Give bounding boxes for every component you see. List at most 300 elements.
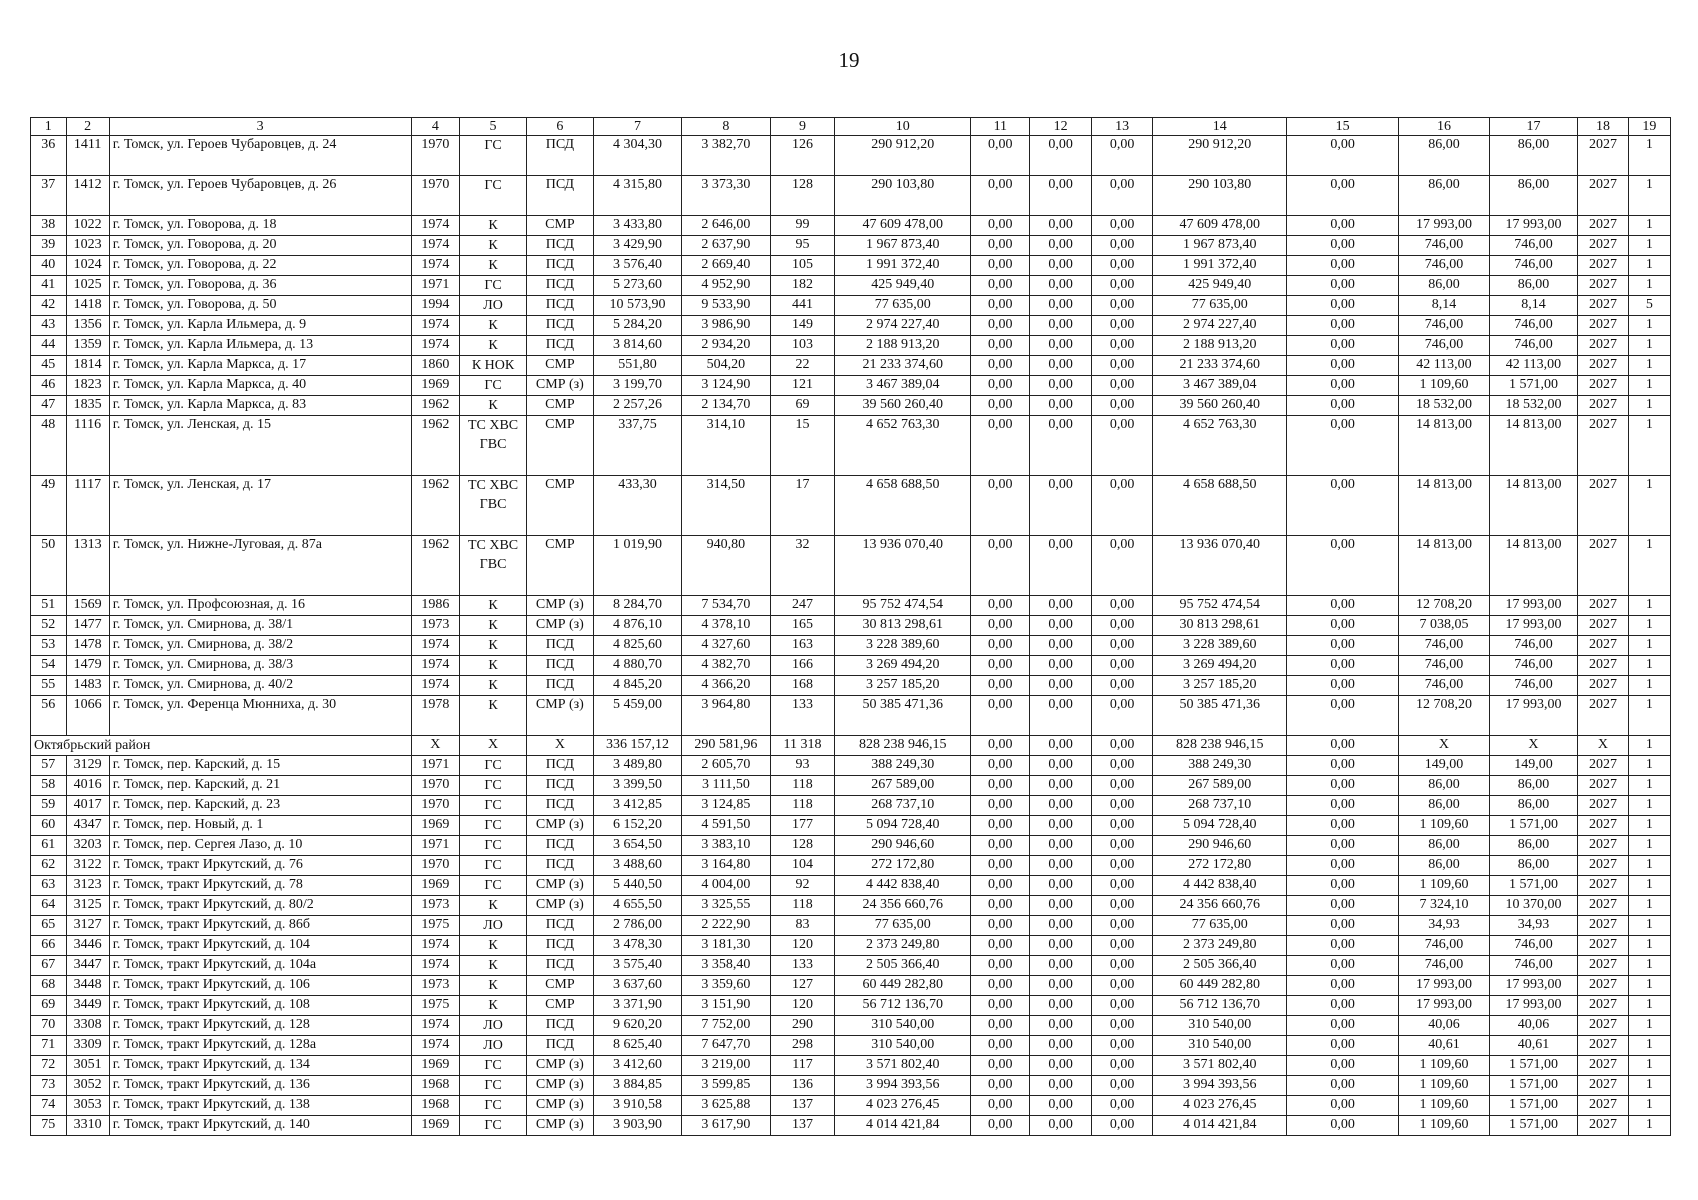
table-cell: 2027 [1578, 836, 1629, 856]
address-cell: г. Томск, тракт Иркутский, д. 136 [109, 1076, 411, 1096]
table-cell: 63 [31, 876, 67, 896]
table-cell: 0,00 [1030, 1076, 1091, 1096]
table-cell: 290 103,80 [835, 176, 971, 216]
table-cell: 77 635,00 [835, 916, 971, 936]
table-cell: 0,00 [971, 376, 1030, 396]
table-cell: 137 [770, 1116, 835, 1136]
table-cell: 0,00 [1030, 1056, 1091, 1076]
column-header: 1 [31, 118, 67, 136]
table-cell: 66 [31, 936, 67, 956]
table-cell: 746,00 [1489, 936, 1577, 956]
table-cell: 36 [31, 136, 67, 176]
table-cell: 3 382,70 [682, 136, 770, 176]
table-cell: 1 [1628, 336, 1670, 356]
table-cell: 1974 [411, 956, 460, 976]
table-cell: 0,00 [971, 876, 1030, 896]
column-header: 13 [1091, 118, 1152, 136]
table-cell: 3123 [66, 876, 109, 896]
table-cell: 1479 [66, 656, 109, 676]
table-cell: 746,00 [1399, 656, 1490, 676]
table-cell: 17 993,00 [1489, 976, 1577, 996]
table-cell: 60 449 282,80 [1153, 976, 1287, 996]
table-cell: 3 994 393,56 [835, 1076, 971, 1096]
table-cell: 2027 [1578, 756, 1629, 776]
table-cell: 5 284,20 [593, 316, 681, 336]
table-row [31, 396, 1671, 416]
table-cell: 99 [770, 216, 835, 236]
table-cell: 17 993,00 [1489, 596, 1577, 616]
table-cell: 4 327,60 [682, 636, 770, 656]
material-cell: ГС [460, 176, 527, 216]
table-cell: 0,00 [1287, 916, 1399, 936]
table-cell: 1974 [411, 256, 460, 276]
table-cell: 3 654,50 [593, 836, 681, 856]
table-cell: 2027 [1578, 476, 1629, 536]
table-cell: 0,00 [1030, 216, 1091, 236]
table-cell: 0,00 [1287, 1056, 1399, 1076]
address-cell: г. Томск, тракт Иркутский, д. 128а [109, 1036, 411, 1056]
table-cell: ПСД [526, 296, 593, 316]
table-cell: 1969 [411, 1116, 460, 1136]
table-cell: 0,00 [971, 1036, 1030, 1056]
table-cell: 0,00 [1287, 1016, 1399, 1036]
table-cell: 2 605,70 [682, 756, 770, 776]
table-row [31, 296, 1671, 316]
table-cell: 746,00 [1489, 336, 1577, 356]
table-cell: 5 459,00 [593, 696, 681, 736]
table-cell: 0,00 [971, 1016, 1030, 1036]
table-cell: 268 737,10 [1153, 796, 1287, 816]
table-cell: 4 658 688,50 [1153, 476, 1287, 536]
table-row [31, 276, 1671, 296]
table-row [31, 216, 1671, 236]
table-cell: 0,00 [1030, 816, 1091, 836]
table-cell: 8,14 [1489, 296, 1577, 316]
table-cell: 1359 [66, 336, 109, 356]
table-body [31, 118, 1671, 1136]
table-cell: 3 571 802,40 [835, 1056, 971, 1076]
table-cell: 1 [1628, 396, 1670, 416]
address-cell: г. Томск, тракт Иркутский, д. 140 [109, 1116, 411, 1136]
table-cell: 51 [31, 596, 67, 616]
table-cell: 40,06 [1489, 1016, 1577, 1036]
table-cell: 1969 [411, 376, 460, 396]
table-cell: 0,00 [971, 976, 1030, 996]
table-cell: 2027 [1578, 676, 1629, 696]
table-cell: 1 [1628, 356, 1670, 376]
address-cell: г. Томск, тракт Иркутский, д. 78 [109, 876, 411, 896]
table-cell: X [460, 736, 527, 756]
table-cell: 0,00 [971, 656, 1030, 676]
table-cell: 105 [770, 256, 835, 276]
table-cell: 746,00 [1399, 636, 1490, 656]
table-cell: 0,00 [971, 816, 1030, 836]
table-cell: 0,00 [971, 256, 1030, 276]
table-cell: 0,00 [1287, 356, 1399, 376]
address-cell: г. Томск, ул. Карла Маркса, д. 83 [109, 396, 411, 416]
table-cell: 0,00 [1030, 916, 1091, 936]
table-row [31, 1096, 1671, 1116]
table-cell: СМР (з) [526, 1116, 593, 1136]
table-cell: 2027 [1578, 1116, 1629, 1136]
table-cell: 0,00 [1287, 816, 1399, 836]
table-cell: 2 637,90 [682, 236, 770, 256]
table-cell: 5 440,50 [593, 876, 681, 896]
table-cell: 0,00 [971, 176, 1030, 216]
table-row [31, 816, 1671, 836]
table-cell: 71 [31, 1036, 67, 1056]
table-cell: 3446 [66, 936, 109, 956]
address-cell: г. Томск, тракт Иркутский, д. 86б [109, 916, 411, 936]
table-cell: X [1399, 736, 1490, 756]
table-cell: 0,00 [1030, 876, 1091, 896]
table-cell: 128 [770, 176, 835, 216]
table-cell: 0,00 [1287, 856, 1399, 876]
table-cell: 4 658 688,50 [835, 476, 971, 536]
table-cell: 56 [31, 696, 67, 736]
table-cell: 0,00 [1287, 1076, 1399, 1096]
table-cell: 267 589,00 [835, 776, 971, 796]
table-cell: 0,00 [971, 296, 1030, 316]
table-cell: 10 370,00 [1489, 896, 1577, 916]
table-cell: 0,00 [1287, 596, 1399, 616]
table-row [31, 956, 1671, 976]
table-cell: 0,00 [1030, 1016, 1091, 1036]
address-cell: г. Томск, ул. Ленская, д. 15 [109, 416, 411, 476]
material-cell: ТС ХВС ГВС [460, 416, 527, 476]
material-cell: ЛО [460, 1016, 527, 1036]
table-cell: 0,00 [1287, 696, 1399, 736]
table-cell: 1 [1628, 936, 1670, 956]
table-cell: 0,00 [971, 836, 1030, 856]
table-cell: 272 172,80 [835, 856, 971, 876]
table-cell: 4 825,60 [593, 636, 681, 656]
table-cell: 2027 [1578, 396, 1629, 416]
table-cell: 1969 [411, 876, 460, 896]
table-cell: 3125 [66, 896, 109, 916]
table-cell: 0,00 [1030, 596, 1091, 616]
table-cell: 4 023 276,45 [835, 1096, 971, 1116]
table-cell: 3 575,40 [593, 956, 681, 976]
table-cell: 1 109,60 [1399, 1096, 1490, 1116]
table-cell: ПСД [526, 856, 593, 876]
table-cell: 0,00 [1091, 336, 1152, 356]
table-cell: 940,80 [682, 536, 770, 596]
table-cell: 310 540,00 [835, 1036, 971, 1056]
table-cell: 4016 [66, 776, 109, 796]
table-cell: 3 164,80 [682, 856, 770, 876]
table-cell: 3 433,80 [593, 216, 681, 236]
table-cell: 118 [770, 776, 835, 796]
table-cell: 1973 [411, 616, 460, 636]
table-cell: 0,00 [1287, 396, 1399, 416]
table-cell: 7 324,10 [1399, 896, 1490, 916]
table-cell: 0,00 [1287, 936, 1399, 956]
table-cell: 1 [1628, 536, 1670, 596]
table-cell: 1968 [411, 1076, 460, 1096]
address-cell: г. Томск, пер. Новый, д. 1 [109, 816, 411, 836]
table-cell: 3 151,90 [682, 996, 770, 1016]
table-cell: 86,00 [1489, 176, 1577, 216]
table-cell: 126 [770, 136, 835, 176]
table-cell: 2 974 227,40 [1153, 316, 1287, 336]
material-cell: ЛО [460, 296, 527, 316]
address-cell: г. Томск, ул. Смирнова, д. 38/2 [109, 636, 411, 656]
table-cell: 1411 [66, 136, 109, 176]
table-cell: 3 994 393,56 [1153, 1076, 1287, 1096]
table-cell: 2027 [1578, 1096, 1629, 1116]
table-cell: 68 [31, 976, 67, 996]
table-cell: 0,00 [971, 956, 1030, 976]
table-cell: ПСД [526, 796, 593, 816]
table-cell: 54 [31, 656, 67, 676]
table-cell: 21 233 374,60 [1153, 356, 1287, 376]
table-cell: 2027 [1578, 976, 1629, 996]
table-cell: 388 249,30 [1153, 756, 1287, 776]
table-cell: 0,00 [1287, 636, 1399, 656]
table-cell: 0,00 [1091, 676, 1152, 696]
table-cell: 0,00 [1030, 936, 1091, 956]
table-cell: 746,00 [1489, 656, 1577, 676]
table-cell: 3310 [66, 1116, 109, 1136]
table-cell: 0,00 [1287, 996, 1399, 1016]
table-cell: 40 [31, 256, 67, 276]
address-cell: г. Томск, пер. Сергея Лазо, д. 10 [109, 836, 411, 856]
table-cell: 1483 [66, 676, 109, 696]
table-cell: 1 109,60 [1399, 1116, 1490, 1136]
table-cell: 2027 [1578, 696, 1629, 736]
table-cell: 3 412,85 [593, 796, 681, 816]
table-cell: 4 315,80 [593, 176, 681, 216]
address-cell: г. Томск, тракт Иркутский, д. 138 [109, 1096, 411, 1116]
table-cell: 746,00 [1489, 236, 1577, 256]
table-cell: 149,00 [1489, 756, 1577, 776]
table-cell: 1 109,60 [1399, 1056, 1490, 1076]
table-cell: 828 238 946,15 [1153, 736, 1287, 756]
table-cell: 0,00 [971, 896, 1030, 916]
table-cell: 0,00 [971, 756, 1030, 776]
table-cell: 1356 [66, 316, 109, 336]
table-cell: 0,00 [1030, 636, 1091, 656]
table-cell: 2 373 249,80 [835, 936, 971, 956]
table-cell: 4 014 421,84 [1153, 1116, 1287, 1136]
table-cell: СМР (з) [526, 896, 593, 916]
table-cell: 0,00 [1287, 216, 1399, 236]
table-cell: 118 [770, 796, 835, 816]
table-cell: 3447 [66, 956, 109, 976]
table-cell: 441 [770, 296, 835, 316]
table-cell: 14 813,00 [1489, 536, 1577, 596]
table-cell: 168 [770, 676, 835, 696]
table-cell: 18 532,00 [1489, 396, 1577, 416]
material-cell: ГС [460, 136, 527, 176]
table-cell: 2027 [1578, 936, 1629, 956]
table-cell: 75 [31, 1116, 67, 1136]
table-cell: 0,00 [1091, 356, 1152, 376]
table-cell: 1 [1628, 1036, 1670, 1056]
table-cell: 3 625,88 [682, 1096, 770, 1116]
table-cell: 1 571,00 [1489, 1116, 1577, 1136]
table-cell: 40,61 [1489, 1036, 1577, 1056]
material-cell: К [460, 956, 527, 976]
table-cell: 17 993,00 [1489, 696, 1577, 736]
address-cell: г. Томск, пер. Карский, д. 15 [109, 756, 411, 776]
table-row [31, 416, 1671, 476]
table-cell: 46 [31, 376, 67, 396]
table-cell: 8 625,40 [593, 1036, 681, 1056]
table-cell: 6 152,20 [593, 816, 681, 836]
material-cell: ГС [460, 1116, 527, 1136]
table-cell: СМР (з) [526, 596, 593, 616]
table-cell: 2 646,00 [682, 216, 770, 236]
table-cell: 1 [1628, 176, 1670, 216]
table-cell: 1 571,00 [1489, 1096, 1577, 1116]
table-cell: 2027 [1578, 256, 1629, 276]
table-cell: 0,00 [1030, 836, 1091, 856]
column-header: 8 [682, 118, 770, 136]
table-cell: ПСД [526, 776, 593, 796]
table-cell: 24 356 660,76 [1153, 896, 1287, 916]
table-cell: 47 [31, 396, 67, 416]
table-cell: 0,00 [1091, 596, 1152, 616]
table-cell: 0,00 [1030, 376, 1091, 396]
table-cell: 4 876,10 [593, 616, 681, 636]
table-cell: 3 467 389,04 [835, 376, 971, 396]
table-cell: 69 [770, 396, 835, 416]
table-cell: 0,00 [1030, 476, 1091, 536]
table-cell: 0,00 [971, 1116, 1030, 1136]
table-cell: 1 967 873,40 [835, 236, 971, 256]
table-cell: 0,00 [971, 916, 1030, 936]
material-cell: ГС [460, 776, 527, 796]
address-cell: г. Томск, ул. Ленская, д. 17 [109, 476, 411, 536]
table-cell: 0,00 [971, 796, 1030, 816]
table-cell: 0,00 [1030, 656, 1091, 676]
table-cell: ПСД [526, 1036, 593, 1056]
table-cell: 0,00 [1091, 1036, 1152, 1056]
table-cell: 39 [31, 236, 67, 256]
table-cell: 1 [1628, 1016, 1670, 1036]
table-row [31, 896, 1671, 916]
table-cell: 1974 [411, 656, 460, 676]
table-cell: 3 964,80 [682, 696, 770, 736]
table-cell: 0,00 [1091, 876, 1152, 896]
table-cell: 50 385 471,36 [835, 696, 971, 736]
table-cell: 0,00 [971, 636, 1030, 656]
table-cell: 0,00 [1091, 776, 1152, 796]
table-cell: 2 188 913,20 [1153, 336, 1287, 356]
table-row [31, 1016, 1671, 1036]
table-row [31, 676, 1671, 696]
table-cell: 13 936 070,40 [835, 536, 971, 596]
table-cell: 47 609 478,00 [835, 216, 971, 236]
table-cell: 0,00 [1091, 216, 1152, 236]
table-cell: 1 [1628, 416, 1670, 476]
table-cell: 149 [770, 316, 835, 336]
table-cell: ПСД [526, 956, 593, 976]
table-cell: 298 [770, 1036, 835, 1056]
table-cell: 0,00 [1091, 1076, 1152, 1096]
material-cell: ГС [460, 1096, 527, 1116]
material-cell: ЛО [460, 1036, 527, 1056]
table-row [31, 596, 1671, 616]
table-cell: 3 903,90 [593, 1116, 681, 1136]
table-cell: 73 [31, 1076, 67, 1096]
table-cell: 4 655,50 [593, 896, 681, 916]
material-cell: К [460, 336, 527, 356]
table-cell: ПСД [526, 136, 593, 176]
table-cell: 1 [1628, 636, 1670, 656]
table-cell: 2027 [1578, 276, 1629, 296]
material-cell: К [460, 596, 527, 616]
table-cell: 3 124,90 [682, 376, 770, 396]
column-header: 17 [1489, 118, 1577, 136]
table-cell: 3 325,55 [682, 896, 770, 916]
table-cell: 8,14 [1399, 296, 1490, 316]
table-cell: 1 [1628, 1076, 1670, 1096]
table-cell: 1569 [66, 596, 109, 616]
table-cell: 310 540,00 [1153, 1016, 1287, 1036]
table-cell: 1986 [411, 596, 460, 616]
table-cell: 290 [770, 1016, 835, 1036]
table-row [31, 756, 1671, 776]
table-cell: 42 113,00 [1489, 356, 1577, 376]
table-cell: 0,00 [1091, 376, 1152, 396]
table-cell: 1970 [411, 176, 460, 216]
table-cell: 41 [31, 276, 67, 296]
table-cell: 1 019,90 [593, 536, 681, 596]
table-cell: 2027 [1578, 656, 1629, 676]
table-cell: 0,00 [1287, 416, 1399, 476]
table-cell: 1 [1628, 856, 1670, 876]
table-cell: 0,00 [1287, 1036, 1399, 1056]
column-header: 12 [1030, 118, 1091, 136]
table-cell: 0,00 [971, 856, 1030, 876]
table-cell: СМР [526, 536, 593, 596]
table-cell: 1 109,60 [1399, 376, 1490, 396]
table-cell: 0,00 [971, 676, 1030, 696]
table-cell: 0,00 [1091, 996, 1152, 1016]
table-cell: 1962 [411, 536, 460, 596]
table-cell: 3 269 494,20 [835, 656, 971, 676]
material-cell: К НОК [460, 356, 527, 376]
table-cell: 2 222,90 [682, 916, 770, 936]
table-cell: 4 442 838,40 [835, 876, 971, 896]
material-cell: К [460, 656, 527, 676]
table-cell: 53 [31, 636, 67, 656]
table-cell: 2027 [1578, 1016, 1629, 1036]
table-cell: ПСД [526, 336, 593, 356]
table-cell: 1 571,00 [1489, 1056, 1577, 1076]
table-cell: 0,00 [971, 276, 1030, 296]
table-cell: 2027 [1578, 796, 1629, 816]
table-cell: 17 993,00 [1489, 996, 1577, 1016]
table-cell: 0,00 [1287, 956, 1399, 976]
table-cell: 1978 [411, 696, 460, 736]
table-cell: 4 652 763,30 [835, 416, 971, 476]
table-cell: 2027 [1578, 136, 1629, 176]
table-cell: 2027 [1578, 636, 1629, 656]
table-cell: 2027 [1578, 1036, 1629, 1056]
table-cell: 0,00 [1091, 316, 1152, 336]
table-cell: 2027 [1578, 176, 1629, 216]
table-cell: 5 273,60 [593, 276, 681, 296]
table-cell: 0,00 [1030, 996, 1091, 1016]
table-cell: 86,00 [1399, 856, 1490, 876]
material-cell: К [460, 256, 527, 276]
table-row [31, 1036, 1671, 1056]
column-header: 16 [1399, 118, 1490, 136]
